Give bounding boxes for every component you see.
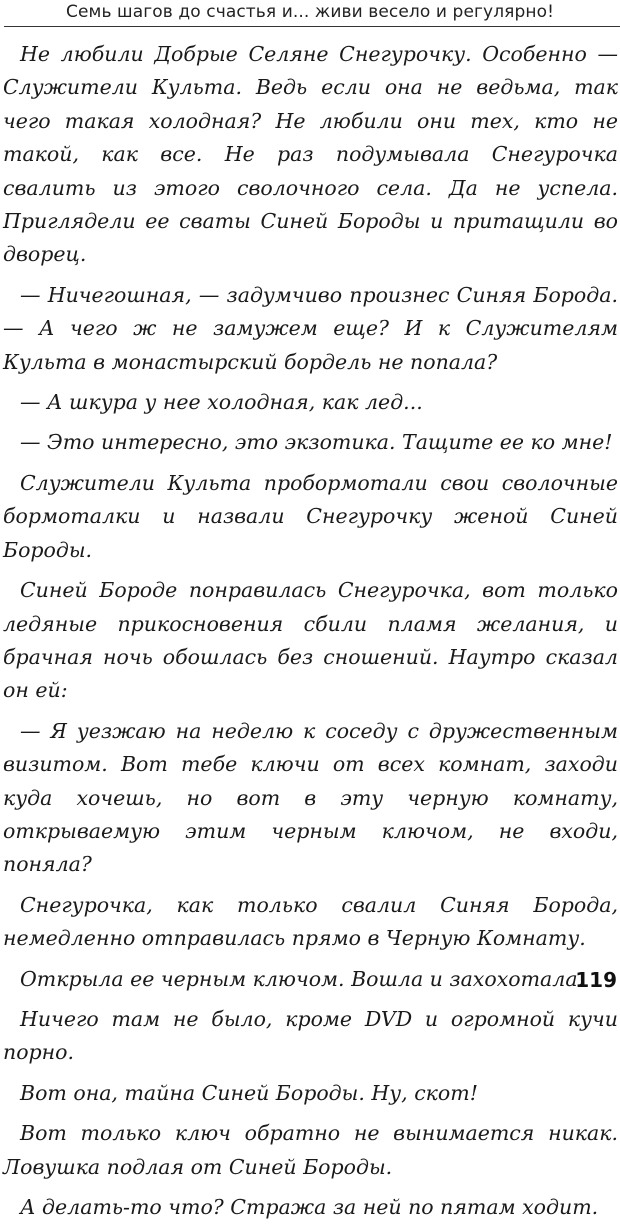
paragraph: Служители Культа пробормотали свои сволочные бормоталки и назвали Снегурочку женой Синей Бороды. — [3, 470, 618, 562]
paragraph: — А шкура у нее холодная, как лед... — [20, 390, 423, 415]
paragraph: Вот она, тайна Синей Бороды. Ну, скот! — [20, 1080, 478, 1105]
page-body — [3, 38, 618, 1224]
paragraph: — Я уезжаю на неделю к соседу с дружественным визитом. Вот тебе ключи от всех комнат, заходи куда хочешь, но вот в эту черную комнату, открываемую этим черным ключом, не входи, поняла? — [3, 718, 618, 877]
paragraph: Снегурочка, как только свалил Синяя Борода, немедленно отправилась прямо в Черную Комнату. — [3, 892, 618, 951]
running-header: Семь шагов до счастья и... живи весело и регулярно! — [65, 2, 555, 22]
header-divider — [4, 26, 620, 27]
page-number: 119 — [575, 968, 617, 992]
paragraph: Синей Бороде понравилась Снегурочка, вот только ледяные прикосновения сбили пламя желания, и брачная ночь обошлась без сношений. Наутро сказал он ей: — [3, 578, 618, 703]
paragraph: Открыла ее черным ключом. Вошла и захохотала. — [20, 966, 585, 991]
paragraph: А делать-то что? Стража за ней по пятам ходит. — [20, 1195, 599, 1219]
paragraph: Ничего там не было, кроме DVD и огромной кучи порно. — [3, 1006, 618, 1065]
paragraph: Вот только ключ обратно не вынимается никак. Ловушка подлая от Синей Бороды. — [3, 1121, 618, 1179]
paragraph: Не любили Добрые Селяне Снегурочку. Особенно — Служители Культа. Ведь если она не ведьма, так чего такая холодная? Не любили они тех, кто не такой, как все. Не раз подумывала Снегурочка свалить из этого сволочного села. Да не успела. Приглядели ее сваты Синей Бороды и притащили во дворец. — [3, 42, 618, 267]
paragraph: — Ничегошная, — задумчиво произнес Синяя Борода. — А чего ж не замужем еще? И к Служителям Культа в монастырский бордель не попала? — [3, 282, 618, 374]
paragraph: — Это интересно, это экзотика. Тащите ее ко мне! — [20, 430, 613, 455]
